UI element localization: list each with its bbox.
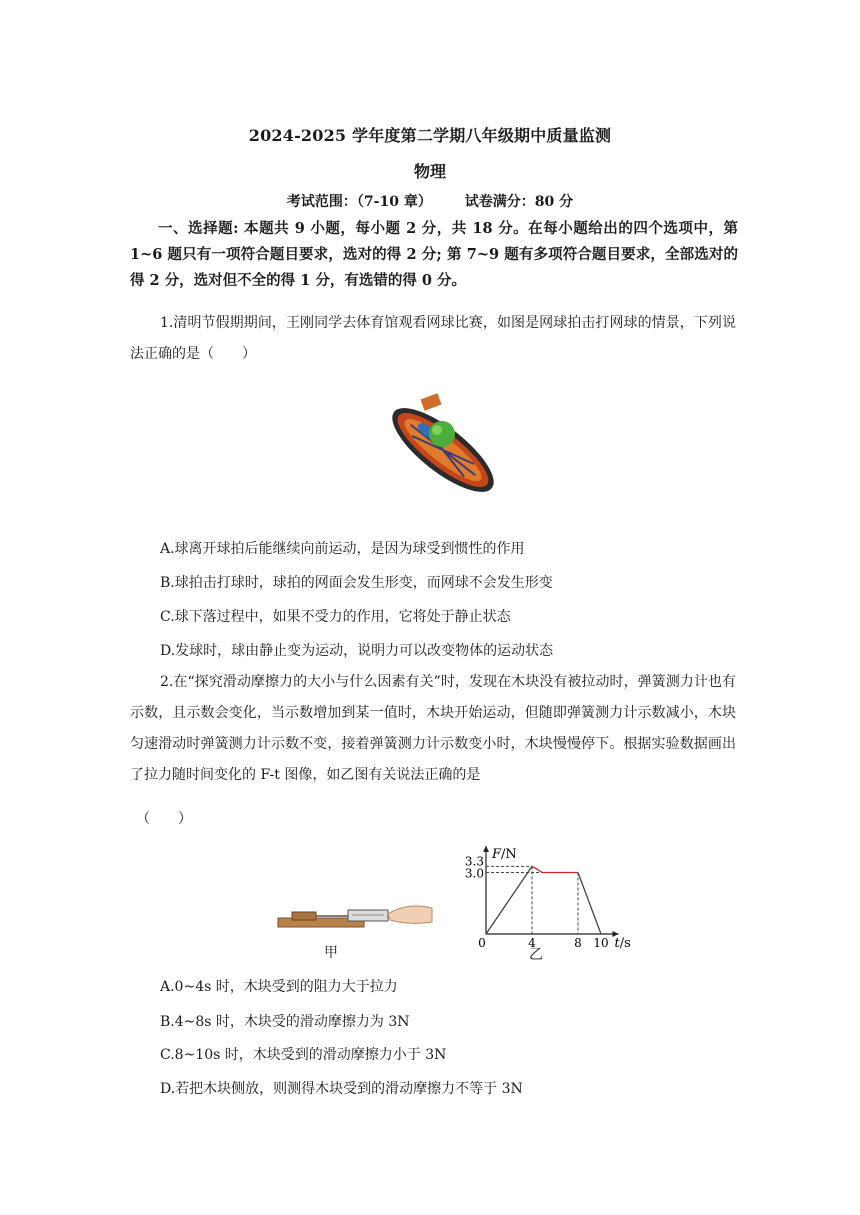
x-tick-label: 8 xyxy=(574,936,582,950)
y-axis-label: F/N xyxy=(492,846,517,862)
curve-segment xyxy=(578,873,601,935)
origin-label: 0 xyxy=(478,936,486,950)
q2-option-b: B.4~8s 时，木块受的滑动摩擦力为 3N xyxy=(160,1014,410,1030)
q1-option-b: B.球拍击打球时，球拍的网面会发生形变，而网球不会发生形变 xyxy=(160,575,553,591)
exam-title: 2024-2025 学年度第二学期八年级期中质量监测 xyxy=(248,126,612,145)
q1-option-c: C.球下落过程中，如果不受力的作用，它将处于静止状态 xyxy=(160,609,511,625)
q2-stem: 2.在“探究滑动摩擦力的大小与什么因素有关”时，发现在木块没有被拉动时，弹簧测力计也有示数，且示数会变化，当示数增加到某一值时，木块开始运动，但随即弹簧测力计示数减小，木块匀速滑动时弹簧测力计示数不变，接着弹簧测力计示数变小时，木块慢慢停下。根据实验数据画出了拉力随时间变化的 F-t 图像，如乙图有关说法正确的是 xyxy=(130,674,736,783)
curve-segment xyxy=(486,866,532,934)
y-tick-label: 3.0 xyxy=(464,866,484,881)
q1-option-d: D.发球时，球由静止变为运动，说明力可以改变物体的运动状态 xyxy=(160,643,554,659)
q2-option-a: A.0~4s 时，木块受到的阻力大于拉力 xyxy=(160,979,398,995)
exam-full-score: 试卷满分：80 分 xyxy=(464,194,574,210)
q2-option-d: D.若把木块侧放，则测得木块受到的滑动摩擦力不等于 3N xyxy=(160,1081,523,1097)
exam-meta xyxy=(0,191,860,211)
force-time-chart xyxy=(448,838,631,951)
q1-option-a: A.球离开球拍后能继续向前运动，是因为球受到惯性的作用 xyxy=(160,541,525,557)
q2-answer-bracket: （ ） xyxy=(136,811,192,827)
q1-stem: 1.清明节假期期间，王刚同学去体育馆观看网球比赛，如图是网球拍击打网球的情景，下列说法正确的是（ ） xyxy=(130,315,736,362)
exam-scope: 考试范围：（7-10 章） xyxy=(286,194,432,210)
curve-segment xyxy=(532,866,542,872)
section-one-instructions: 一、选择题: 本题共 9 小题，每小题 2 分，共 18 分。在每小题给出的四个选项中，第 1~6 题只有一项符合题目要求，选对的得 2 分; 第 7~9 题有多项符合题目要求，全部选对的得 2 分，选对但不全的得 1 分，有选错的得 0 分。 xyxy=(130,220,738,289)
y-axis-arrow xyxy=(483,846,489,852)
x-tick-label: 10 xyxy=(593,936,609,950)
q2-option-c: C.8~10s 时，木块受到的滑动摩擦力小于 3N xyxy=(160,1047,447,1063)
spring-scale-setup-image xyxy=(276,896,436,936)
fig-jia-label: 甲 xyxy=(324,945,338,961)
x-axis-label: t/s xyxy=(614,936,631,951)
subject-title: 物理 xyxy=(413,162,446,181)
fig-yi-label: 乙 xyxy=(529,947,543,963)
y-tick-label: 3.3 xyxy=(464,854,484,869)
tennis-racket-image xyxy=(380,390,506,510)
x-tick-label: 4 xyxy=(528,936,536,950)
